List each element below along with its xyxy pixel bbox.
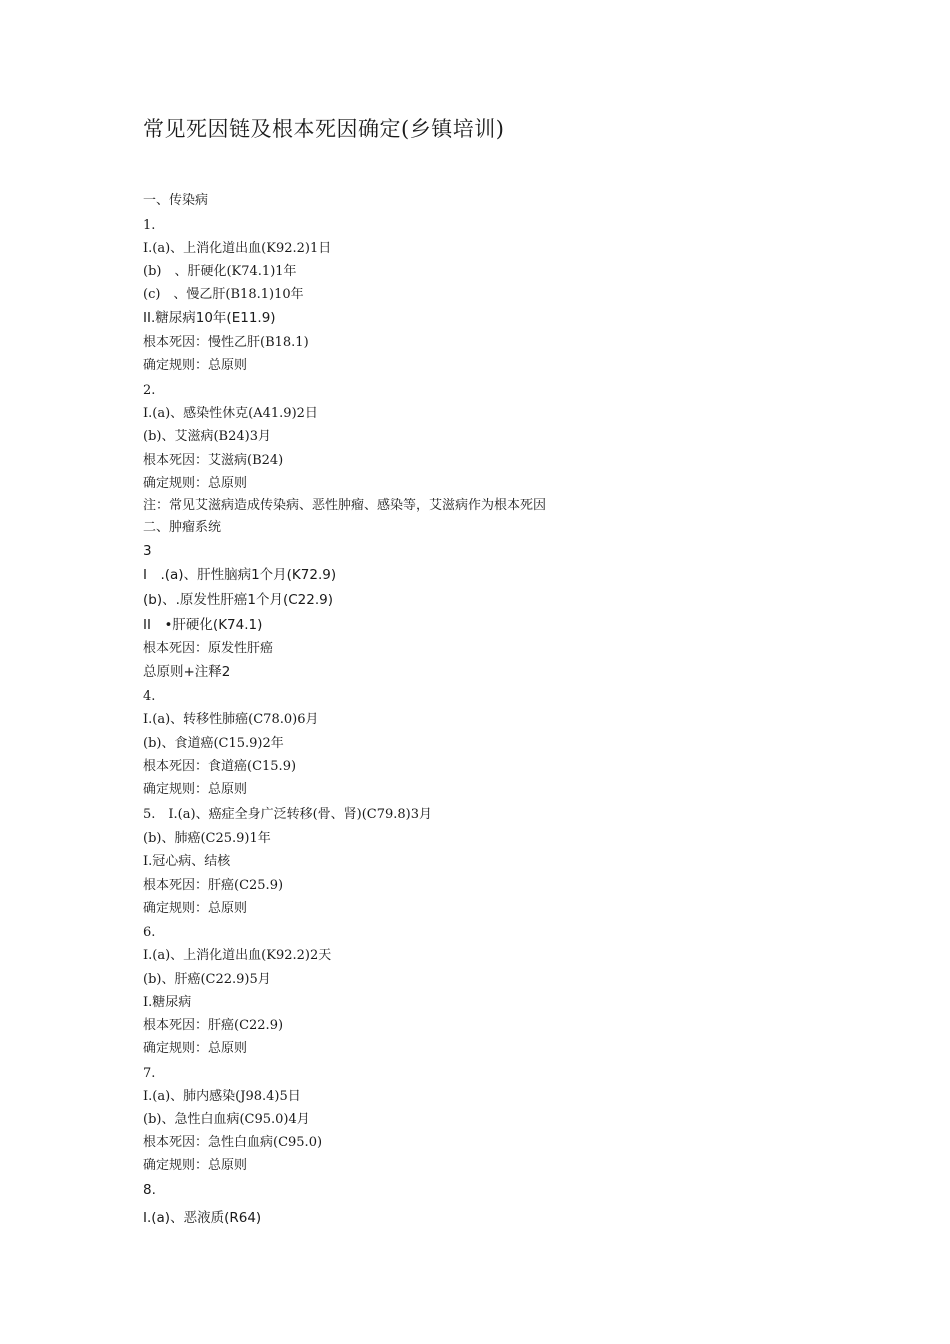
text-line: 总原则+注释2 — [143, 664, 231, 680]
text-line: (b)、食道癌(C15.9)2年 — [143, 736, 284, 751]
section-heading-tumor: 二、肿瘤系统 — [143, 520, 222, 535]
text-line: 确定规则：总原则 — [143, 782, 248, 797]
text-line: 确定规则：总原则 — [143, 476, 248, 491]
text-line: 根本死因：肝癌(C22.9) — [143, 1018, 284, 1033]
text-line: I .(a)、肝性脑病1个月(K72.9) — [143, 567, 337, 583]
text-line: 根本死因：原发性肝癌 — [143, 641, 274, 656]
text-line: (b)、.原发性肝癌1个月(C22.9) — [143, 592, 334, 608]
text-line: 根本死因：艾滋病(B24) — [143, 453, 284, 468]
text-line: (b)、艾滋病(B24)3月 — [143, 429, 271, 444]
text-line: 确定规则：总原则 — [143, 1158, 248, 1173]
case-number: 2. — [143, 383, 156, 398]
text-line: I.(a)、上消化道出血(K92.2)2天 — [143, 948, 332, 963]
text-line: 根本死因：食道癌(C15.9) — [143, 759, 297, 774]
case-number: 4. — [143, 689, 156, 704]
text-line: 根本死因：肝癌(C25.9) — [143, 878, 284, 893]
text-line: I.(a)、转移性肺癌(C78.0)6月 — [143, 712, 319, 727]
text-line: 确定规则：总原则 — [143, 358, 248, 373]
document-title: 常见死因链及根本死因确定(乡镇培训) — [143, 117, 505, 141]
text-line: (b)、肺癌(C25.9)1年 — [143, 831, 271, 846]
text-line: II.糖尿病10年(E11.9) — [143, 310, 276, 326]
text-line: (c) 、慢乙肝(B18.1)10年 — [143, 287, 304, 302]
text-line: 5. I.(a)、癌症全身广泛转移(骨、肾)(C79.8)3月 — [143, 807, 433, 822]
text-line: I.冠心病、结核 — [143, 854, 231, 869]
text-line: 根本死因：急性白血病(C95.0) — [143, 1135, 323, 1150]
note-line: 注：常见艾滋病造成传染病、恶性肿瘤、感染等，艾滋病作为根本死因 — [143, 498, 547, 513]
text-line: (b)、急性白血病(C95.0)4月 — [143, 1112, 310, 1127]
case-number: 6. — [143, 925, 156, 940]
case-number: 3 — [143, 543, 152, 559]
text-line: (b)、肝癌(C22.9)5月 — [143, 972, 271, 987]
case-number: 7. — [143, 1066, 156, 1081]
text-line: 确定规则：总原则 — [143, 1041, 248, 1056]
text-line: I.糖尿病 — [143, 995, 192, 1010]
text-line: I.(a)、感染性休克(A41.9)2日 — [143, 406, 318, 421]
case-number: 1. — [143, 218, 156, 233]
text-line: 确定规则：总原则 — [143, 901, 248, 916]
text-line: (b) 、肝硬化(K74.1)1年 — [143, 264, 297, 279]
text-line: II •肝硬化(K74.1) — [143, 617, 263, 633]
text-line: 根本死因：慢性乙肝(B18.1) — [143, 335, 309, 350]
case-number: 8. — [143, 1182, 156, 1198]
text-line: I.(a)、恶液质(R64) — [143, 1210, 262, 1226]
text-line: I.(a)、肺内感染(J98.4)5日 — [143, 1089, 301, 1104]
text-line: I.(a)、上消化道出血(K92.2)1日 — [143, 241, 332, 256]
section-heading-infectious: 一、传染病 — [143, 193, 209, 208]
